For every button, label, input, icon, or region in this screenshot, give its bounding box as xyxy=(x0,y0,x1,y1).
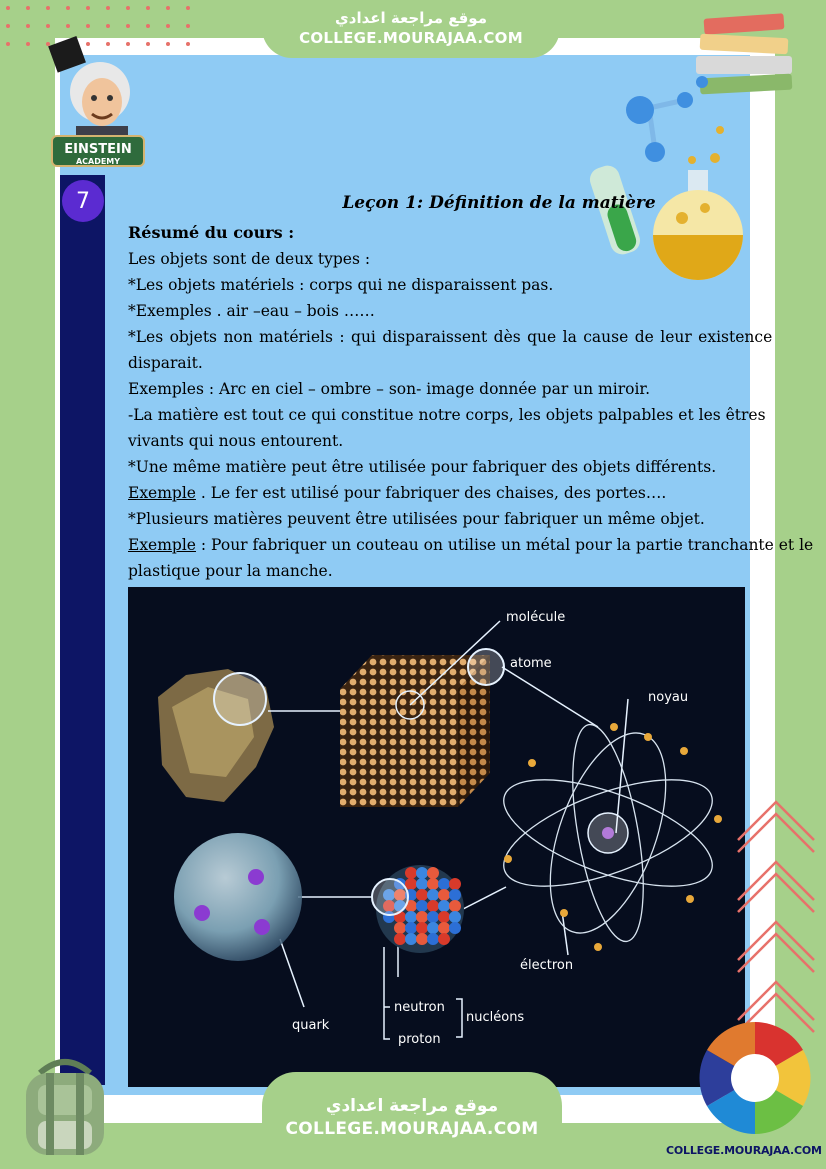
nucleus-cluster xyxy=(372,865,464,953)
example-label: Exemple xyxy=(128,536,196,554)
rock xyxy=(158,669,274,802)
footer-site-arabic: موقع مراجعة اعدادي xyxy=(325,1096,499,1116)
logo-line1: EINSTEIN xyxy=(64,142,132,157)
label-nucleus: noyau xyxy=(648,690,689,705)
lesson-title: Leçon 1: Définition de la matière xyxy=(342,193,656,213)
einstein-academy-logo xyxy=(48,40,148,180)
label-atom: atome xyxy=(510,656,552,671)
header-tab[interactable] xyxy=(262,0,560,58)
subjects-wheel-logo xyxy=(693,1020,818,1138)
corner-logo-caption: COLLEGE.MOURAJAA.COM xyxy=(666,1144,822,1157)
sidebar-strip xyxy=(60,175,105,1085)
footer-site-url[interactable]: COLLEGE.MOURAJAA.COM xyxy=(285,1119,539,1139)
label-electron: électron xyxy=(520,958,574,973)
crystal-lattice xyxy=(340,649,504,807)
lesson-line: plastique pour la manche. xyxy=(128,562,333,580)
lesson-line: disparait. xyxy=(128,354,203,372)
label-proton: proton xyxy=(398,1032,441,1047)
backpack-illustration xyxy=(10,1055,120,1160)
lesson-line: -La matière est tout ce qui constitue notre corps, les objets palpables et les êtres xyxy=(128,406,766,424)
label-neutron: neutron xyxy=(394,1000,445,1015)
matter-structure-diagram xyxy=(128,587,745,1087)
chevron-arrows-decoration xyxy=(732,790,820,1040)
lesson-content xyxy=(128,192,814,584)
example-line xyxy=(128,532,814,558)
lesson-line: *Exemples . air –eau – bois …… xyxy=(128,302,375,320)
summary-heading: Résumé du cours : xyxy=(128,223,295,242)
example-label: Exemple xyxy=(128,484,196,502)
footer-tab[interactable] xyxy=(262,1072,562,1169)
lesson-line: *Les objets non matériels : qui disparaissent dès que la cause de leur existence xyxy=(128,328,773,346)
example-line xyxy=(128,480,750,506)
lesson-line: *Les objets matériels : corps qui ne disparaissent pas. xyxy=(128,276,554,294)
logo-line2: ACADEMY xyxy=(75,157,121,166)
lesson-line: Exemples : Arc en ciel – ombre – son- image donnée par un miroir. xyxy=(128,380,651,398)
label-molecule: molécule xyxy=(506,610,566,625)
label-nucleons: nucléons xyxy=(466,1010,525,1025)
header-site-url[interactable]: COLLEGE.MOURAJAA.COM xyxy=(299,29,523,47)
page-number-badge: 7 xyxy=(62,180,104,222)
nucleus xyxy=(602,827,614,839)
example-text: : Pour fabriquer un couteau on utilise un métal pour la partie tranchante et le xyxy=(195,536,814,554)
label-quark: quark xyxy=(292,1018,330,1033)
lesson-line: Les objets sont de deux types : xyxy=(128,250,371,268)
example-text: . Le fer est utilisé pour fabriquer des chaises, des portes…. xyxy=(195,484,667,502)
lesson-line: *Plusieurs matières peuvent être utilisées pour fabriquer un même objet. xyxy=(128,510,705,528)
lesson-line: *Une même matière peut être utilisée pour fabriquer des objets différents. xyxy=(128,458,717,476)
header-site-arabic: موقع مراجعة اعدادي xyxy=(335,9,487,27)
lesson-line: vivants qui nous entourent. xyxy=(128,432,344,450)
nucleon-cell xyxy=(174,833,302,961)
